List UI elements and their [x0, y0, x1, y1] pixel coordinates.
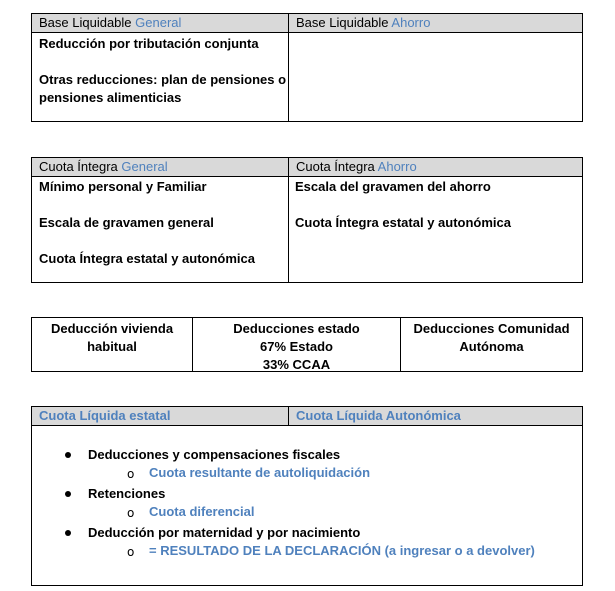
cell-item: Cuota Íntegra estatal y autonómica — [39, 251, 255, 266]
cell-item: Escala de gravamen general — [39, 215, 214, 230]
header-cuota-integra-general — [32, 158, 288, 177]
cell-line: habitual — [87, 339, 137, 354]
header-base-liquidable-general — [32, 14, 288, 33]
cell-deducciones-estado — [193, 320, 400, 374]
cell-line: Deducciones estado — [233, 321, 360, 336]
header-highlight: General — [135, 15, 182, 30]
header-cuota-liquida-autonomica: Cuota Líquida Autonómica — [289, 407, 582, 426]
list-item: Retenciones — [88, 486, 166, 501]
cell-item: Otras reducciones: plan de pensiones o — [39, 72, 287, 87]
cell-line: Autónoma — [459, 339, 524, 354]
cuota-integra-table — [31, 157, 583, 283]
column-divider — [288, 158, 289, 282]
sub-list-item: Cuota diferencial — [149, 504, 255, 519]
cell-item: Reducción por tributación conjunta — [39, 36, 259, 51]
cell-deducciones-comunidad — [401, 320, 582, 356]
header-label: Cuota Íntegra — [39, 159, 122, 174]
header-base-liquidable-ahorro — [289, 14, 582, 33]
cell-line: 67% Estado — [260, 339, 333, 354]
deducciones-table — [31, 317, 583, 372]
cell-deduccion-vivienda — [32, 320, 192, 356]
cell-line: 33% CCAA — [262, 357, 331, 372]
column-divider — [288, 14, 289, 121]
sub-list-item: = RESULTADO DE LA DECLARACIÓN (a ingresar o a devolver) — [149, 543, 535, 558]
column-divider — [288, 407, 289, 426]
bullet-dot-icon — [65, 452, 71, 458]
header-label: Cuota Íntegra — [296, 159, 378, 174]
cell-item: Cuota Íntegra estatal y autonómica — [295, 215, 511, 230]
header-highlight: Ahorro — [377, 159, 417, 174]
circle-bullet-icon: o — [127, 467, 135, 481]
cell-line: Deducción vivienda — [50, 321, 174, 336]
header-label: Base Liquidable — [296, 15, 392, 30]
circle-bullet-icon: o — [127, 506, 135, 520]
bullet-dot-icon — [65, 491, 71, 497]
header-cuota-liquida-estatal: Cuota Líquida estatal — [32, 407, 288, 426]
cell-item: pensiones alimenticias — [39, 90, 182, 105]
list-item: Deducción por maternidad y por nacimiento — [88, 525, 361, 540]
list-item: Deducciones y compensaciones fiscales — [88, 447, 341, 462]
base-liquidable-table — [31, 13, 583, 122]
sub-list-item: Cuota resultante de autoliquidación — [149, 465, 371, 480]
header-label: Base Liquidable — [39, 15, 136, 30]
cell-item: Escala del gravamen del ahorro — [295, 179, 491, 194]
circle-bullet-icon: o — [127, 545, 135, 559]
cuota-liquida-table — [31, 406, 583, 586]
cell-line: Deducciones Comunidad — [413, 321, 570, 336]
bullet-dot-icon — [65, 530, 71, 536]
header-highlight: General — [121, 159, 168, 174]
cell-item: Mínimo personal y Familiar — [39, 179, 207, 194]
header-highlight: Ahorro — [391, 15, 431, 30]
header-cuota-integra-ahorro — [289, 158, 582, 177]
